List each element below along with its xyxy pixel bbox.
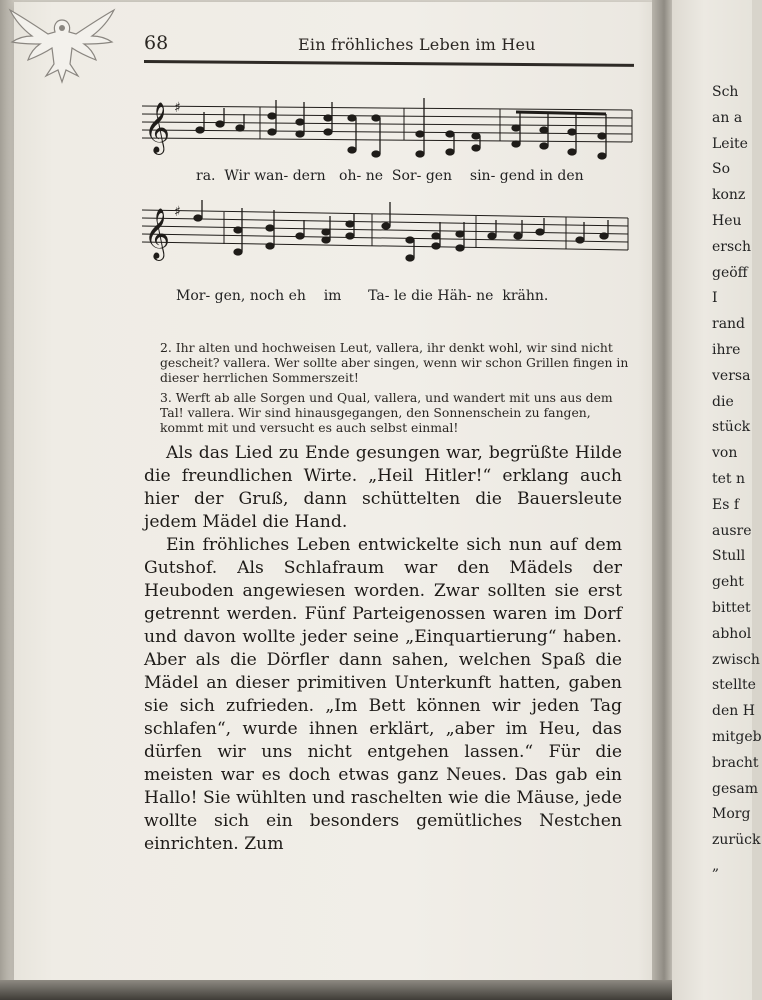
music-staff-1 — [140, 88, 640, 178]
svg-text:𝄞: 𝄞 — [144, 208, 171, 259]
lyrics-line-1: ra. Wir wan- dern oh- ne Sor- gen sin- gend in den — [196, 168, 584, 184]
verse-3: 3. Werft ab alle Sorgen und Qual, vallera, und wandert mit uns aus dem Tal! vallera. Wir sind hinausgegangen, den Sonnenschein zu fangen, kommt mit und versucht es auch selbst einmal! — [160, 390, 613, 435]
book-left-edge — [0, 0, 14, 1000]
song-verses — [160, 340, 630, 440]
verse-2: 2. Ihr alten und hochweisen Leut, vallera, ihr denkt wohl, wir sind nicht gescheit? vallera. Wer sollte aber singen, wenn wir schon Grillen fingen in dieser herrlichen Sommerszeit! — [160, 340, 629, 385]
paragraph: Als das Lied zu Ende gesungen war, begrüßte Hilde die freundlichen Wirte. „Heil Hitler!“ erklang auch hier der Gruß, dann schüttelten die Bauersleute jedem Mädel die Hand. — [144, 443, 622, 532]
svg-text:♯: ♯ — [174, 204, 181, 220]
running-title: Ein fröhliches Leben im Heu — [298, 35, 536, 54]
eagle-watermark-logo — [6, 4, 118, 88]
body-text — [144, 442, 622, 856]
book-bottom-edge — [0, 980, 672, 1000]
page-number: 68 — [144, 32, 169, 54]
svg-text:𝄞: 𝄞 — [144, 102, 171, 153]
page-header — [144, 32, 634, 58]
music-staff-2 — [140, 196, 640, 286]
paragraph: Ein fröhliches Leben entwickelte sich nun auf dem Gutshof. Als Schlafraum war den Mädels der Heuboden angewiesen worden. Zwar sollten sie erst getrennt werden. Fünf Parteigenossen waren im Dorf und davon wollte jeder seine „Einquartierung“ haben. Aber als die Dörfler dann sahen, welchen Spaß die Mädel an dieser primitiven Unterkunft hatten, gaben sie sich zufrieden. „Im Bett können wir jeden Tag schlafen“, wurde ihnen erklärt, „aber im Heu, das dürfen wir uns nicht entgehen lassen.“ Für die meisten war es doch etwas ganz Neues. Das gab ein Hallo! Sie wühlten und raschelten wie die Mäuse, jede wollte sich ein besonders gemütliches Nestchen einrichten. Zum — [144, 535, 622, 854]
book-gutter — [652, 0, 674, 1000]
svg-text:♯: ♯ — [174, 100, 181, 116]
right-page-text-fragments: Sch an a Leite So konz Heu ersch geöff I rand ihre versa die stück von tet n Es f ausre Stull geht bittet abhol zwisch stellte den H mitgeb bracht gesam Morg zurück „ — [712, 84, 762, 874]
lyrics-line-2: Mor- gen, noch eh im Ta- le die Häh- ne krähn. — [176, 288, 549, 304]
